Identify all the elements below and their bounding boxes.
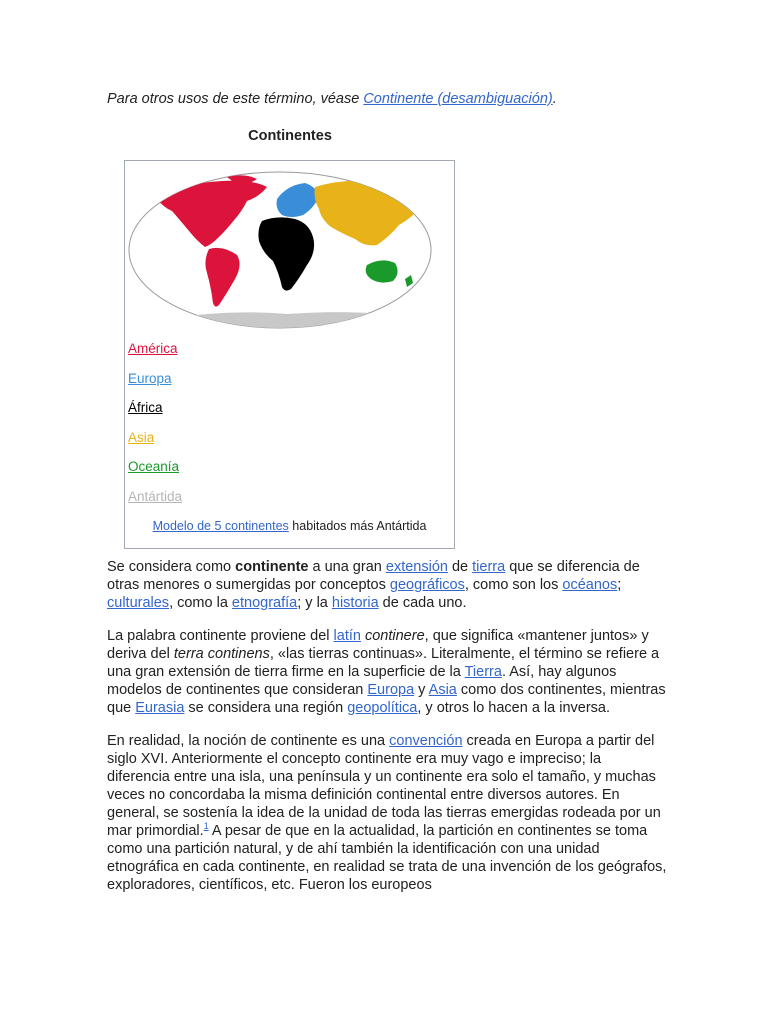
text: que se diferencia de otras menores o sumergidas por conceptos: [107, 559, 640, 593]
text: La palabra continente proviene del: [107, 628, 334, 644]
text: a una gran: [308, 559, 386, 575]
legend-africa[interactable]: África: [128, 400, 163, 415]
text: , como la: [169, 595, 232, 611]
link-tierra[interactable]: tierra: [472, 559, 506, 575]
article-body: [107, 558, 667, 909]
infobox-title: Continentes: [248, 128, 332, 144]
text: Se considera como: [107, 559, 236, 575]
infobox-caption: [125, 519, 454, 533]
text: , «las tierras continuas». Literalmente, el término se refiere a una gran extensión de tierra firme en la superficie de la: [107, 646, 660, 680]
paragraph-1: [107, 558, 667, 612]
infobox: [124, 160, 455, 549]
link-culturales[interactable]: culturales: [107, 595, 170, 611]
italic-term: continere: [364, 628, 425, 644]
link-eurasia[interactable]: Eurasia: [135, 700, 185, 716]
link-convencion[interactable]: convención: [389, 733, 463, 749]
reference-link[interactable]: 1: [203, 821, 209, 832]
link-geopolitica[interactable]: geopolítica: [347, 700, 418, 716]
legend-europa[interactable]: Europa: [128, 371, 172, 386]
link-geograficos[interactable]: geográficos: [389, 577, 465, 593]
hatnote-text: Para otros usos de este término, véase: [107, 91, 364, 107]
world-map-image[interactable]: [127, 169, 433, 331]
text: creada en Europa a partir del siglo XVI. Anteriormente el concepto continente era muy vago e impreciso; la diferencia entre una isla, una península y un continente era solo el tamaño, y muchas veces no concordaba la misma definición continental entre diversos autores. En general, se sostenía la idea de la unidad de toda las tierras emergidas rodeada por un mar primordial.: [107, 733, 661, 839]
text: A pesar de que en la actualidad, la partición en continentes se toma como una partición natural, y de ahí también la identificación con una unidad etnográfica en cada continente, en realidad se trata de una invención de los geógrafos, exploradores, científicos, etc. Fueron los europeos: [107, 823, 667, 893]
paragraph-3: [107, 732, 667, 894]
disambiguation-link[interactable]: Continente (desambiguación): [363, 91, 553, 107]
link-historia[interactable]: historia: [331, 595, 379, 611]
caption-text: habitados más Antártida: [288, 519, 427, 533]
text: de cada uno.: [378, 595, 467, 611]
legend-oceania[interactable]: Oceanía: [128, 459, 180, 474]
bold-term: continente: [235, 559, 309, 575]
text: ;: [617, 577, 622, 593]
text: En realidad, la noción de continente es una: [107, 733, 390, 749]
legend-asia[interactable]: Asia: [128, 430, 155, 445]
text: de: [447, 559, 473, 575]
text: , y otros lo hacen a la inversa.: [417, 700, 611, 716]
legend-antartida[interactable]: Antártida: [128, 489, 183, 504]
text: . Así, hay algunos modelos de continentes que consideran: [107, 664, 617, 698]
text: como dos continentes, mientras que: [107, 682, 666, 716]
link-etnografia[interactable]: etnografía: [231, 595, 298, 611]
hatnote-end: .: [552, 91, 557, 107]
link-extension[interactable]: extensión: [385, 559, 448, 575]
text: ; y la: [297, 595, 332, 611]
hatnote: [107, 91, 557, 107]
link-tierra[interactable]: Tierra: [464, 664, 502, 680]
text: se considera una región: [184, 700, 348, 716]
text: , que significa «mantener juntos» y deriva del: [107, 628, 649, 662]
text: y: [414, 682, 429, 698]
link-asia[interactable]: Asia: [428, 682, 457, 698]
link-latin[interactable]: latín: [333, 628, 361, 644]
text: , como son los: [464, 577, 563, 593]
paragraph-2: [107, 627, 667, 717]
link-oceanos[interactable]: océanos: [562, 577, 618, 593]
italic-term: terra continens: [173, 646, 270, 662]
caption-link[interactable]: Modelo de 5 continentes: [152, 519, 289, 533]
legend-america[interactable]: América: [128, 341, 178, 356]
link-europa[interactable]: Europa: [367, 682, 415, 698]
